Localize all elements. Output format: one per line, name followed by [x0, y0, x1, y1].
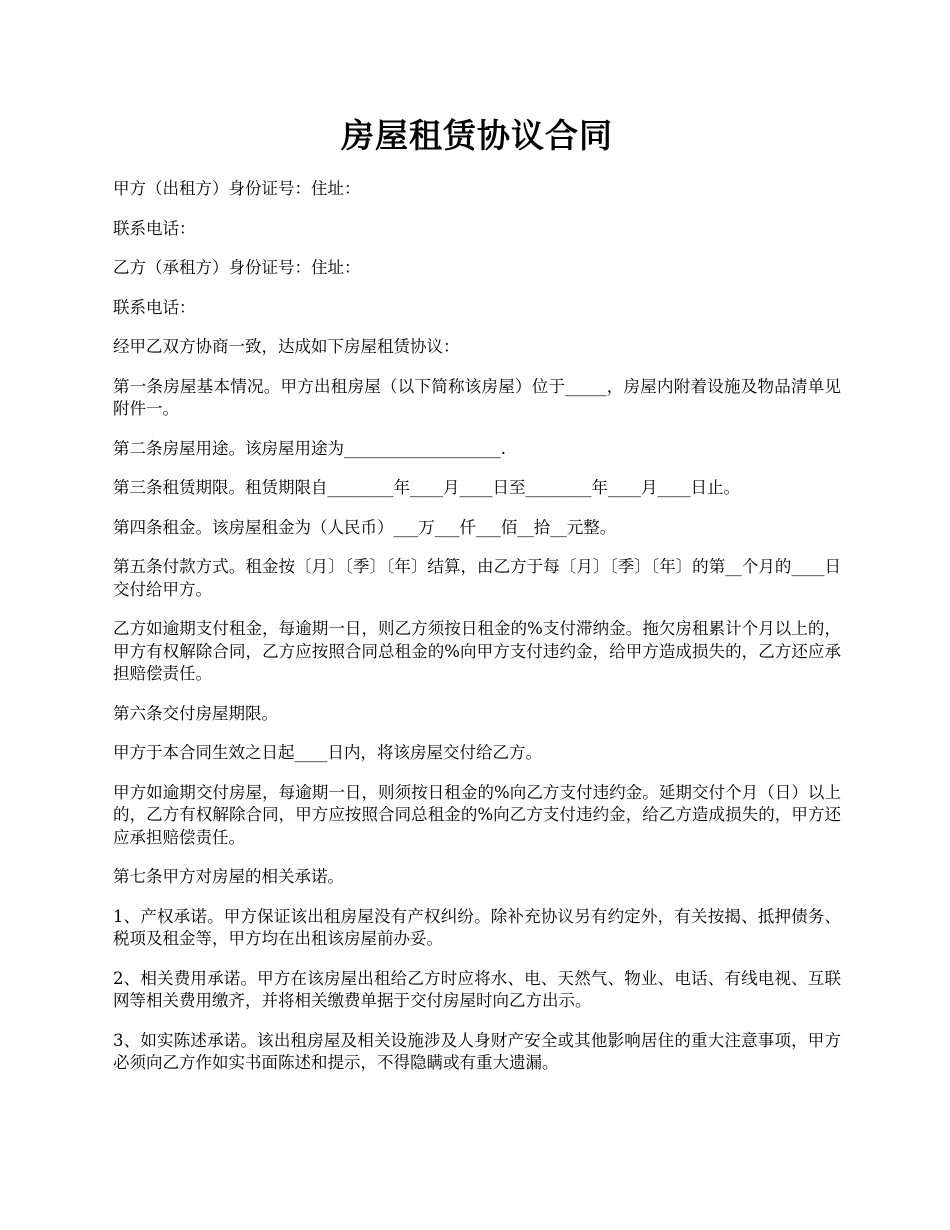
late-payment-clause: 乙方如逾期支付租金，每逾期一日，则乙方须按日租金的%支付滞纳金。拖欠房租累计个月以上的，甲方有权解除合同，乙方应按照合同总租金的%向甲方支付违约金，给甲方造成损失的，乙方还应承担赔偿责任。 — [113, 619, 841, 683]
article-3-lease-term: 第三条租赁期限。租赁期限自________年____月____日至________年____月____日止。 — [113, 478, 740, 497]
article-4-rent: 第四条租金。该房屋租金为（人民币）___万___仟___佰__拾__元整。 — [113, 517, 617, 537]
late-delivery-clause: 甲方如逾期交付房屋，每逾期一日，则须按日租金的%向乙方支付违约金。延期交付个月（日）以上的，乙方有权解除合同，甲方应按照合同总租金的%向乙方支付违约金，给乙方造成损失的，甲方还应承担赔偿责任。 — [113, 782, 841, 847]
article-5-payment: 第五条付款方式。租金按〔月〕〔季〕〔年〕结算，由乙方于每〔月〕〔季〕〔年〕的第__个月的____日交付给甲方。 — [113, 557, 841, 599]
commitment-related-fees: 2、相关费用承诺。甲方在该房屋出租给乙方时应将水、电、天然气、物业、电话、有线电视、互联网等相关费用缴齐，并将相关缴费单据于交付房屋时向乙方出示。 — [113, 968, 841, 1010]
commitment-truthful-statement: 3、如实陈述承诺。该出租房屋及相关设施涉及人身财产安全或其他影响居住的重大注意事项，甲方必须向乙方作如实书面陈述和提示，不得隐瞒或有重大遗漏。 — [113, 1030, 841, 1072]
article-6-delivery-term: 第六条交付房屋期限。 — [113, 703, 278, 723]
party-a-id-address: 甲方（出租方）身份证号：住址： — [113, 179, 361, 198]
article-7-landlord-commitments: 第七条甲方对房屋的相关承诺。 — [113, 867, 344, 886]
party-b-phone: 联系电话： — [113, 297, 196, 317]
document-title: 房屋租赁协议合同 — [341, 116, 613, 155]
delivery-deadline: 甲方于本合同生效之日起____日内，将该房屋交付给乙方。 — [113, 743, 542, 762]
article-2-house-use: 第二条房屋用途。该房屋用途为___________________. — [113, 438, 506, 458]
party-a-phone: 联系电话： — [113, 218, 196, 238]
article-1-house-info: 第一条房屋基本情况。甲方出租房屋（以下简称该房屋）位于_____，房屋内附着设施及物品清单见附件一。 — [113, 376, 841, 418]
document-page — [113, 112, 841, 1092]
commitment-property-rights: 1、产权承诺。甲方保证该出租房屋没有产权纠纷。除补充协议另有约定外，有关按揭、抵押债务、税项及租金等，甲方均在出租该房屋前办妥。 — [113, 906, 841, 948]
agreement-intro: 经甲乙双方协商一致，达成如下房屋租赁协议： — [113, 337, 460, 356]
party-b-id-address: 乙方（承租方）身份证号：住址： — [113, 258, 361, 277]
